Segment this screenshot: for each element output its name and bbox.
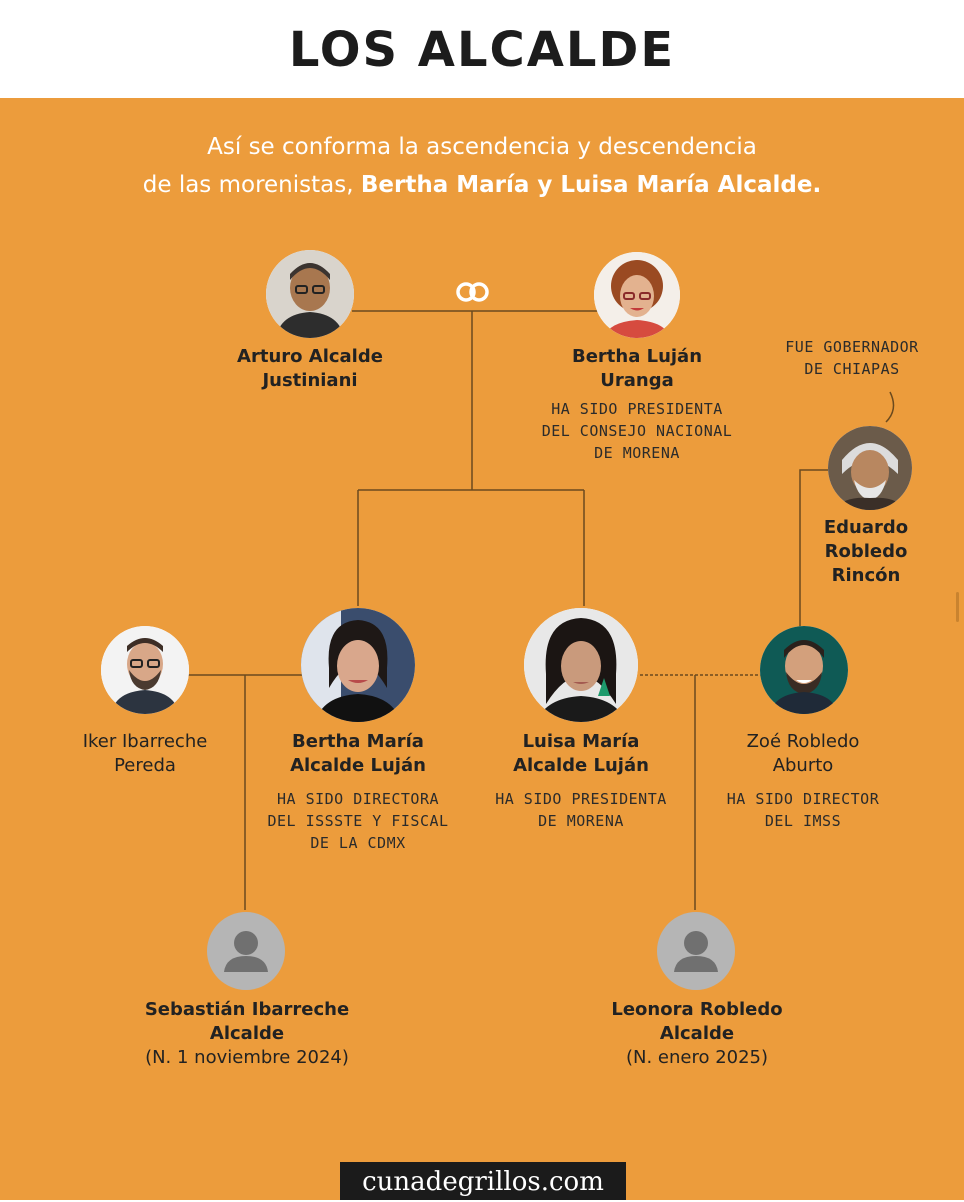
note-bertha-maria — [248, 788, 468, 854]
note-bertha-lujan-line-1: HA SIDO PRESIDENTA — [551, 400, 723, 418]
name-sebastian-line-1: Sebastián Ibarreche — [144, 999, 350, 1020]
avatar-iker — [101, 626, 189, 714]
name-eduardo — [796, 516, 936, 588]
interlocked-rings-icon — [458, 284, 487, 300]
portrait-iker-icon — [101, 626, 189, 714]
name-iker — [45, 730, 245, 778]
name-luisa-maria-line-1: Luisa María — [522, 731, 640, 752]
name-luisa-maria-line-2: Alcalde Luján — [513, 755, 649, 776]
name-eduardo-line-1: Eduardo — [823, 517, 909, 538]
note-zoe-line-1: HA SIDO DIRECTOR — [726, 790, 880, 808]
name-zoe — [703, 730, 903, 778]
portrait-bertha-lujan-icon — [594, 252, 680, 338]
note-bertha-maria-line-2: DEL ISSSTE Y FISCAL — [267, 812, 449, 830]
name-sebastian — [117, 998, 377, 1070]
note-zoe-line-2: DEL IMSS — [764, 812, 842, 830]
portrait-bertha-maria-icon — [301, 608, 415, 722]
note-bertha-lujan-line-2: DEL CONSEJO NACIONAL — [541, 422, 733, 440]
note-luisa-maria-line-2: DE MORENA — [538, 812, 624, 830]
name-arturo-line-2: Justiniani — [262, 370, 358, 391]
note-bertha-lujan-line-3: DE MORENA — [594, 444, 680, 462]
note-bertha-maria-line-3: DE LA CDMX — [310, 834, 406, 852]
name-iker-line-1: Iker Ibarreche — [82, 731, 208, 752]
name-bertha-lujan — [527, 345, 747, 393]
portrait-eduardo-icon — [828, 426, 912, 510]
name-bertha-maria-line-2: Alcalde Luján — [290, 755, 426, 776]
name-iker-line-2: Pereda — [114, 755, 176, 776]
avatar-eduardo — [828, 426, 912, 510]
birth-date-leonora: (N. enero 2025) — [625, 1047, 769, 1068]
note-zoe — [693, 788, 913, 832]
name-eduardo-line-3: Rincón — [831, 565, 901, 586]
portrait-luisa-maria-icon — [524, 608, 638, 722]
name-leonora-line-1: Leonora Robledo — [611, 999, 783, 1020]
avatar-arturo — [266, 250, 354, 338]
avatar-leonora-placeholder — [657, 912, 735, 990]
name-arturo — [200, 345, 420, 393]
footer-brand: cunadegrillos.com — [340, 1162, 626, 1200]
name-bertha-maria-line-1: Bertha María — [292, 731, 424, 752]
note-eduardo-line-1: FUE GOBERNADOR — [785, 338, 919, 356]
name-bertha-lujan-line-1: Bertha Luján — [571, 346, 703, 367]
intro-line-2-bold: Bertha María y Luisa María Alcalde. — [360, 172, 822, 198]
name-leonora-line-2: Alcalde — [659, 1023, 735, 1044]
name-bertha-lujan-line-2: Uranga — [600, 370, 674, 391]
name-leonora — [567, 998, 827, 1070]
note-pointer-eduardo — [886, 392, 893, 422]
name-zoe-line-2: Aburto — [772, 755, 834, 776]
note-luisa-maria-line-1: HA SIDO PRESIDENTA — [495, 790, 667, 808]
birth-date-sebastian: (N. 1 noviembre 2024) — [145, 1047, 349, 1068]
note-luisa-maria — [471, 788, 691, 832]
avatar-zoe — [760, 626, 848, 714]
portrait-zoe-icon — [760, 626, 848, 714]
portrait-arturo-icon — [266, 250, 354, 338]
avatar-bertha-maria — [301, 608, 415, 722]
page-title: LOS ALCALDE — [288, 22, 676, 78]
intro-line-2-plain: de las morenistas, — [142, 172, 361, 198]
name-zoe-line-1: Zoé Robledo — [746, 731, 860, 752]
user-silhouette-icon — [657, 912, 735, 990]
name-sebastian-line-2: Alcalde — [209, 1023, 285, 1044]
name-arturo-line-1: Arturo Alcalde — [237, 346, 383, 367]
note-eduardo-line-2: DE CHIAPAS — [804, 360, 900, 378]
note-bertha-maria-line-1: HA SIDO DIRECTORA — [276, 790, 440, 808]
scroll-indicator — [956, 592, 959, 622]
avatar-luisa-maria — [524, 608, 638, 722]
note-bertha-lujan — [517, 398, 757, 464]
note-eduardo — [762, 336, 942, 380]
name-eduardo-line-2: Robledo — [824, 541, 908, 562]
name-luisa-maria — [481, 730, 681, 778]
user-silhouette-icon — [207, 912, 285, 990]
avatar-bertha-lujan — [594, 252, 680, 338]
intro-line-1: Así se conforma la ascendencia y descendencia — [207, 134, 757, 160]
name-bertha-maria — [258, 730, 458, 778]
avatar-sebastian-placeholder — [207, 912, 285, 990]
